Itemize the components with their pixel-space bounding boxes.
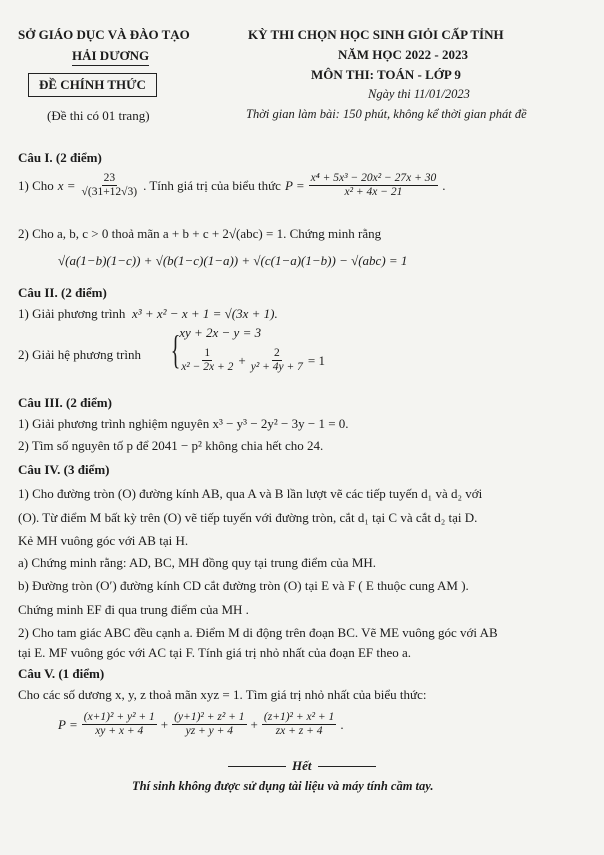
question-1-part-2: 2) Cho a, b, c > 0 thoả mãn a + b + c + 2√(abc) = 1. Chứng minh rằng xyxy=(18,226,382,241)
question-3-title: Câu III. (2 điểm) xyxy=(18,395,112,410)
x-fraction: $\frac{23}{√(31+12√3)}$ xyxy=(81,172,138,199)
question-1-title: Câu I. (2 điểm) xyxy=(18,150,102,165)
p-fraction: $\frac{\text{x⁴ + 5x³ − 20x² − 27x + 30}}{\text{x² + 4x − 21}}$ xyxy=(310,172,437,199)
footer-note: Thí sinh không được sử dụng tài liệu và máy tính cầm tay. xyxy=(132,779,434,793)
system-equation-1: xy + 2x − y = 3 xyxy=(179,325,262,340)
question-3-part-1: 1) Giải phương trình nghiệm nguyên x³ − y³ − 2y² − 3y − 1 = 0. xyxy=(18,416,349,431)
official-stamp: ĐỀ CHÍNH THỨC xyxy=(28,73,157,97)
question-4-line-2: (O). Từ điểm M bất kỳ trên (O) vẽ tiếp tuyến với đường tròn, cắt d₁ tại C và cắt d₂ tại D. xyxy=(18,510,478,525)
question-4-line-1: 1) Cho đường tròn (O) đường kính AB, qua A và B lần lượt vẽ các tiếp tuyến d₁ và d₂ với xyxy=(18,486,483,501)
question-5-title: Câu V. (1 điểm) xyxy=(18,666,105,681)
question-4-line-5: b) Đường tròn (O′) đường kính CD cắt đường tròn (O) tại E và F ( E thuộc cung AM ). xyxy=(18,578,469,593)
time-note: Thời gian làm bài: 150 phút, không kể thời gian phát đề xyxy=(246,107,527,121)
question-5-text: Cho các số dương x, y, z thoả mãn xyz = 1. Tìm giá trị nhỏ nhất của biểu thức: xyxy=(18,687,427,702)
equation-system xyxy=(166,325,325,374)
system-equation-2: $\frac{1}{\text{x² − 2x + 2}}$ + $\frac{2}{\text{y² + 4y + 7}}$ = 1 xyxy=(181,347,326,374)
question-2-part-2-label: 2) Giải hệ phương trình xyxy=(18,347,141,362)
question-1-part-1: 1) Cho x = $\frac{23}{√(31+12√3)}$ . Tính giá trị của biểu thức P = $\frac{\text{x⁴ + 5x³ − 20x² − 27x + 30}}{\text{x² + 4x − 21}}$ . xyxy=(18,172,446,199)
question-4-line-8: tại E. MF vuông góc với AC tại F. Tính giá trị nhỏ nhất của đoạn EF theo a. xyxy=(18,645,412,660)
question-4-line-6: Chứng minh EF đi qua trung điểm của MH . xyxy=(18,602,249,617)
school-year: NĂM HỌC 2022 - 2023 xyxy=(338,47,468,62)
question-4-line-4: a) Chứng minh rằng: AD, BC, MH đồng quy tại trung điểm của MH. xyxy=(18,555,377,570)
end-rule-left xyxy=(228,766,286,767)
question-3-part-2: 2) Tìm số nguyên tố p để 2041 − p² không chia hết cho 24. xyxy=(18,438,324,453)
question-1-identity: √(a(1−b)(1−c)) + √(b(1−c)(1−a)) + √(c(1−a)(1−b)) − √(abc) = 1 xyxy=(58,253,408,268)
question-2-part-1: 1) Giải phương trình x³ + x² − x + 1 = √(3x + 1). xyxy=(18,306,278,321)
end-marker: Hết xyxy=(228,758,376,774)
exam-title: KỲ THI CHỌN HỌC SINH GIỎI CẤP TỈNH xyxy=(248,27,504,42)
pages-note: (Đề thi có 01 trang) xyxy=(47,108,150,123)
province-name: HẢI DƯƠNG xyxy=(72,48,149,66)
end-rule-right xyxy=(318,766,376,767)
question-5-expression: P = $\frac{\text{(x+1)² + y² + 1}}{xy + x + 4}$ + $\frac{\text{(y+1)² + z² + 1}}{yz + y + 4}$ + $\frac{\text{(z+1)² + x² + 1}}{zx + z + 4}$ . xyxy=(58,711,344,738)
question-4-line-3: Kẻ MH vuông góc với AB tại H. xyxy=(18,533,189,548)
question-4-line-7: 2) Cho tam giác ABC đều cạnh a. Điểm M di động trên đoạn BC. Vẽ ME vuông góc với AB xyxy=(18,625,498,640)
question-4-title: Câu IV. (3 điểm) xyxy=(18,462,110,477)
subject-line: MÔN THI: TOÁN - LỚP 9 xyxy=(311,67,461,82)
exam-date: Ngày thi 11/01/2023 xyxy=(368,87,470,101)
question-2-title: Câu II. (2 điểm) xyxy=(18,285,107,300)
q1-p1-lead: 1) Cho xyxy=(18,177,54,193)
department-name: SỞ GIÁO DỤC VÀ ĐÀO TẠO xyxy=(18,27,190,42)
system-brace: { xyxy=(170,326,181,372)
